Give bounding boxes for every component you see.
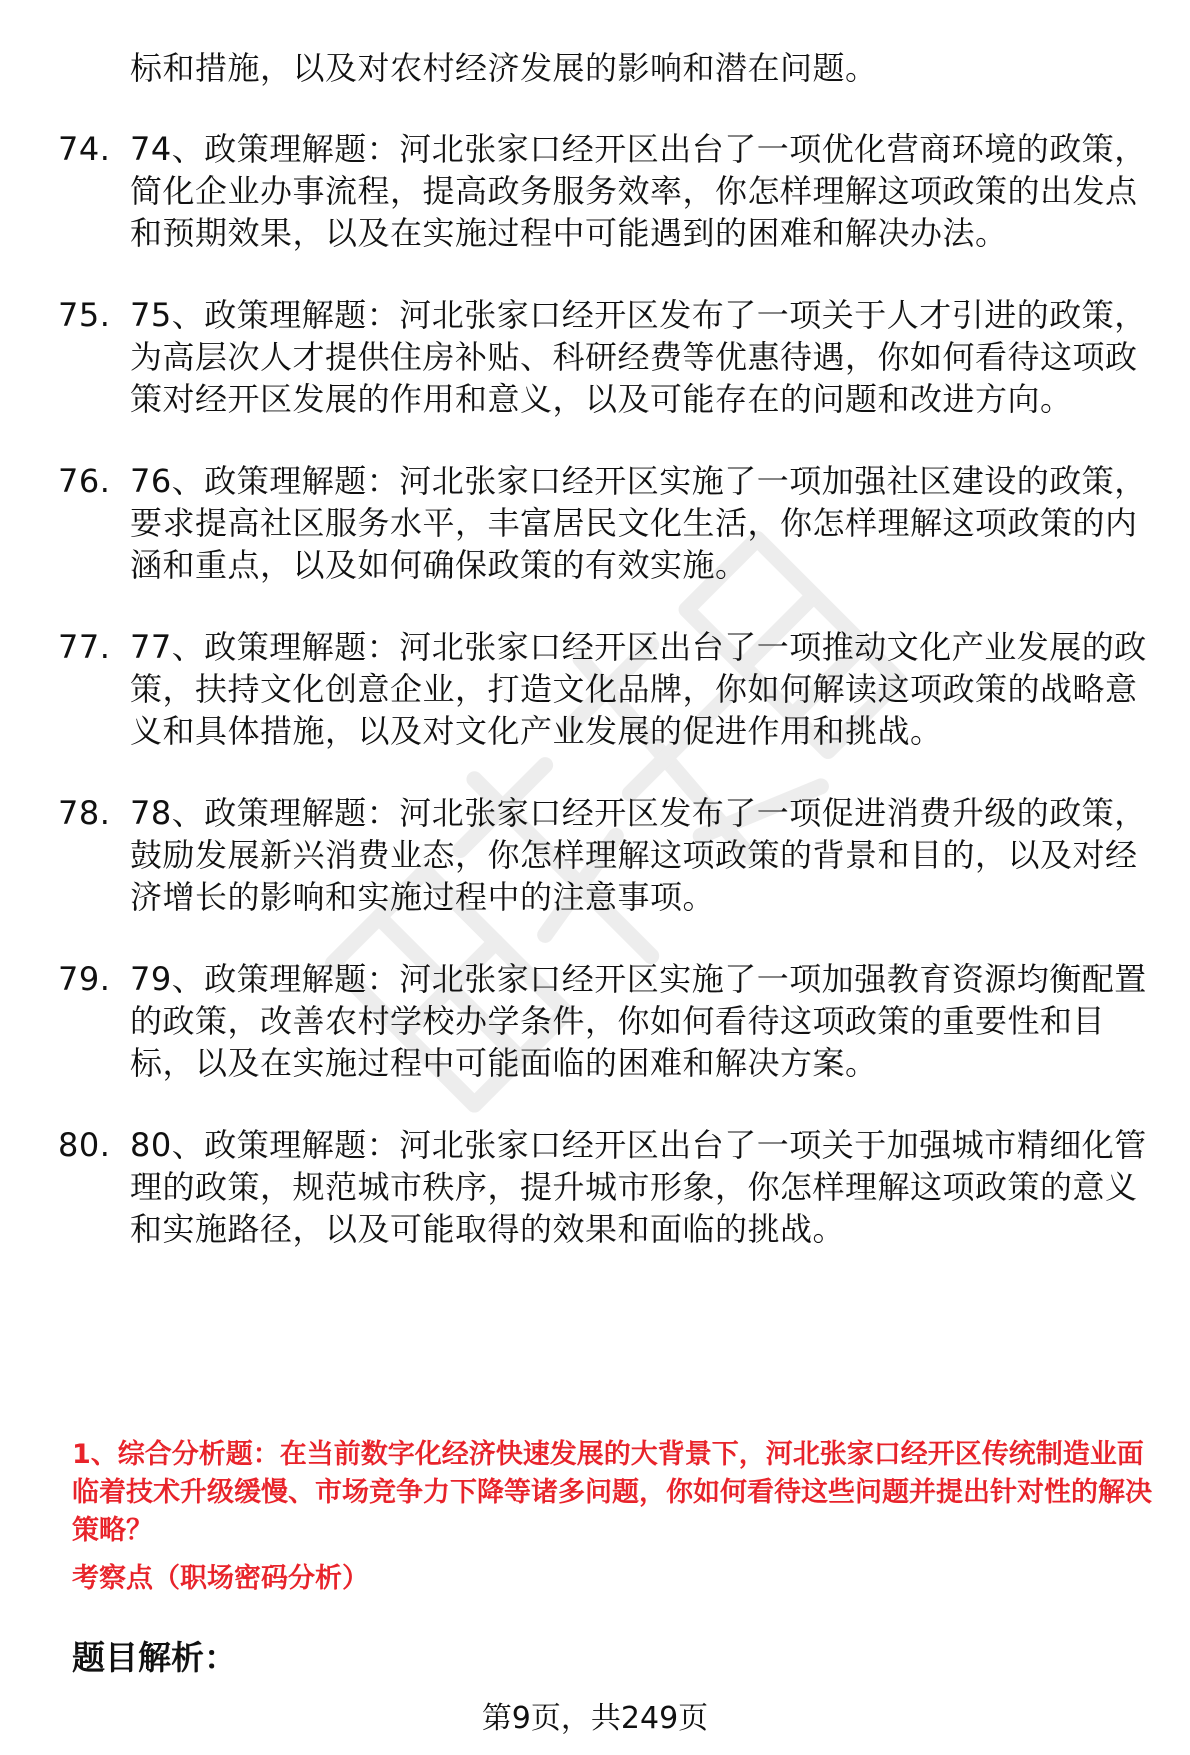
analysis-heading: 题目解析： — [72, 1638, 237, 1677]
continuation-text: 标和措施，以及对农村经济发展的影响和潜在问题。 — [130, 49, 878, 87]
page-number-footer: 第9页，共249页 — [481, 1701, 709, 1736]
list-item — [58, 1124, 1160, 1250]
item-text: 76、政策理解题：河北张家口经开区实施了一项加强社区建设的政策，要求提高社区服务水平，丰富居民文化生活，你怎样理解这项政策的内涵和重点，以及如何确保政策的有效实施。 — [130, 462, 1147, 584]
item-number: 77. — [58, 628, 111, 666]
list-item — [58, 294, 1160, 420]
list-item — [58, 460, 1160, 586]
item-number: 76. — [58, 462, 111, 500]
item-number: 79. — [58, 960, 111, 998]
question-list — [58, 128, 1160, 1290]
item-number: 75. — [58, 296, 111, 334]
item-text: 80、政策理解题：河北张家口经开区出台了一项关于加强城市精细化管理的政策，规范城市秩序，提升城市形象，你怎样理解这项政策的意义和实施路径，以及可能取得的效果和面临的挑战。 — [130, 1126, 1147, 1248]
item-text: 74、政策理解题：河北张家口经开区出台了一项优化营商环境的政策，简化企业办事流程，提高政务服务效率，你怎样理解这项政策的出发点和预期效果，以及在实施过程中可能遇到的困难和解决办法。 — [130, 130, 1147, 252]
item-text: 75、政策理解题：河北张家口经开区发布了一项关于人才引进的政策，为高层次人才提供住房补贴、科研经费等优惠待遇，你如何看待这项政策对经开区发展的作用和意义，以及可能存在的问题和改进方向。 — [130, 296, 1147, 418]
list-item — [58, 626, 1160, 752]
exam-point-label: 考察点（职场密码分析） — [72, 1563, 369, 1594]
item-number: 78. — [58, 794, 111, 832]
item-text: 77、政策理解题：河北张家口经开区出台了一项推动文化产业发展的政策，扶持文化创意企业，打造文化品牌，你如何解读这项政策的战略意义和具体措施，以及对文化产业发展的促进作用和挑战。 — [130, 628, 1147, 750]
item-text: 79、政策理解题：河北张家口经开区实施了一项加强教育资源均衡配置的政策，改善农村学校办学条件，你如何看待这项政策的重要性和目标，以及在实施过程中可能面临的困难和解决方案。 — [130, 960, 1147, 1082]
item-number: 80. — [58, 1126, 111, 1164]
item-number: 74. — [58, 130, 111, 168]
item-text: 78、政策理解题：河北张家口经开区发布了一项促进消费升级的政策，鼓励发展新兴消费业态，你怎样理解这项政策的背景和目的，以及对经济增长的影响和实施过程中的注意事项。 — [130, 794, 1147, 916]
list-item — [58, 958, 1160, 1084]
list-item — [58, 792, 1160, 918]
list-item — [58, 128, 1160, 254]
analysis-question: 1、综合分析题：在当前数字化经济快速发展的大背景下，河北张家口经开区传统制造业面临着技术升级缓慢、市场竞争力下降等诸多问题，你如何看待这些问题并提出针对性的解决策略？ — [72, 1439, 1152, 1546]
